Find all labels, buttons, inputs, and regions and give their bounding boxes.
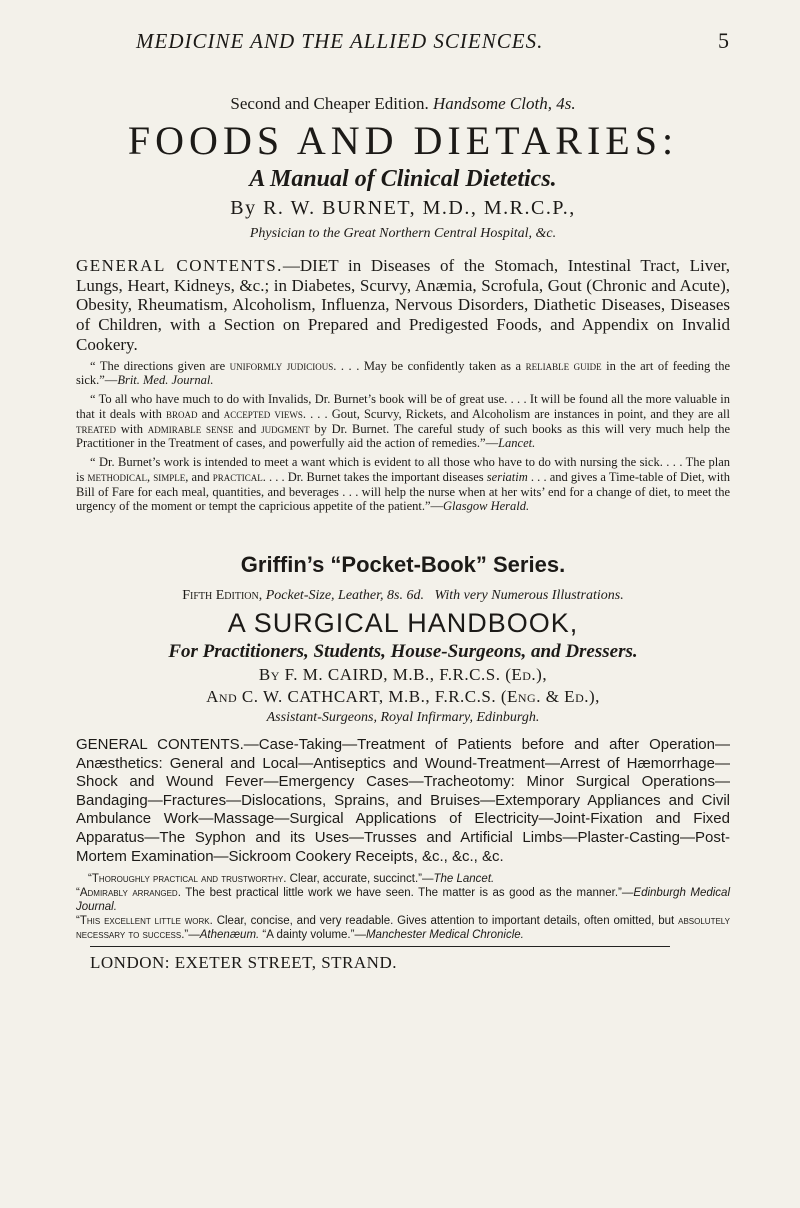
- book2-author-2: And C. W. CATHCART, M.B., F.R.C.S. (Eng. & Ed.),: [206, 687, 600, 707]
- book1-subtitle: A Manual of Clinical Dietetics.: [249, 166, 557, 192]
- review-emphasis: methodical, simple: [87, 469, 186, 484]
- review-emphasis: “Thoroughly practical and trustworthy: [88, 873, 284, 886]
- review-text: . . . and gives a Time-table of Diet, with Bill of Fare for each meal, quantities, and beverages . . . will help the nurse when at her wits’ end for a change of diet, to meet the urgency of the moment or tempt the capricious appetite of the patient.”—: [76, 469, 730, 514]
- review-source: Lancet.: [498, 436, 536, 451]
- review-text: by Dr. Burnet. The careful study of such books as this will very much help the Practitioner in the Treatment of cases, and powerfully aid the action of remedies.”—: [76, 421, 730, 451]
- review-emphasis: treated: [76, 421, 116, 436]
- review-text: . . . . May be confidently taken as a: [333, 358, 526, 373]
- review-text: and: [233, 421, 262, 436]
- review-emphasis: broad: [165, 406, 198, 421]
- book2-illustrations: With very Numerous Illustrations.: [434, 588, 624, 604]
- review-emphasis: seriatim: [486, 469, 528, 484]
- book1-price: Handsome Cloth, 4s.: [432, 94, 576, 113]
- review-source: Edinburgh Medical Journal.: [76, 887, 730, 914]
- review-emphasis: “This excellent little work: [76, 915, 210, 928]
- review-text: in the art of feeding the sick.”—: [76, 358, 731, 388]
- book2-price: Pocket-Size, Leather, 8s. 6d.: [265, 588, 424, 604]
- review-text: . Clear, accurate, succinct.”—: [283, 873, 434, 886]
- review-text: “ To all who have much to do with Invalids, Dr. Burnet’s book will be of great use. . . . It will be found all the more valuable in that it deals with: [76, 392, 730, 421]
- book1-review-3: [76, 455, 730, 514]
- review-text: “A dainty volume.”—: [262, 929, 366, 942]
- review-emphasis: accepted views: [223, 406, 303, 421]
- publisher-imprint: LONDON: EXETER STREET, STRAND.: [90, 946, 670, 973]
- review-emphasis: judgment: [261, 421, 310, 436]
- review-emphasis: reliable guide: [525, 358, 602, 373]
- review-source: The Lancet.: [433, 873, 495, 886]
- book1-review-1: [76, 359, 730, 389]
- review-source: Athenæum.: [199, 929, 260, 942]
- review-source: Glasgow Herald.: [443, 499, 530, 514]
- book2-edition-text: Fifth Edition,: [182, 588, 266, 604]
- book2-affiliation: Assistant-Surgeons, Royal Infirmary, Edinburgh.: [266, 710, 540, 726]
- review-text: “ The directions given are: [90, 358, 230, 373]
- page-number: 5: [718, 28, 730, 53]
- review-text: . The best practical little work we have seen. The matter is as good as the manner.”—: [177, 887, 634, 900]
- book2-contents-heading: GENERAL CONTENTS.: [76, 736, 244, 754]
- review-text: . . . . Gout, Scurvy, Rickets, and Alcoholism are instances in point, and they are all: [302, 406, 730, 421]
- book2-contents-body: —Case-Taking—Treatment of Patients before and after Operation—Anæsthetics: General and Local—Antiseptics and Wound-Treatment—Arrest of Hæmorrhage—Shock and Wound Fever—Emergency Cases—Tracheotomy: Minor Surgical Operations—Bandaging—Fractures—Dislocations, Sprains, and Bruises—Extemporary Appliances and Civil Ambulance Work—Massage—Surgical Applications of Electricity—Joint-Fixation and Fixed Apparatus—The Syphon and its Uses—Trusses and Artificial Limbs—Plaster-Casting—Post-Mortem Examination—Sickroom Cookery Receipts, &c., &c., &c.: [76, 736, 730, 865]
- review-text: .”—: [181, 929, 200, 942]
- review-text: with: [116, 421, 148, 436]
- book2-edition: [76, 588, 730, 604]
- book2-title: A SURGICAL HANDBOOK,: [227, 608, 579, 639]
- book2-contents: [76, 736, 730, 866]
- book1-edition: [76, 94, 730, 114]
- book1-contents: [76, 256, 730, 355]
- review-source: Brit. Med. Journal.: [117, 373, 214, 388]
- review-text: . . . . Dr. Burnet takes the important diseases: [262, 469, 487, 484]
- book1-title: FOODS AND DIETARIES:: [127, 118, 679, 163]
- review-emphasis: “Admirably arranged: [76, 887, 178, 900]
- review-text: “ Dr. Burnet’s work is intended to meet a want which is evident to all those who have to do with nursing the sick. . . . The plan is: [76, 455, 730, 484]
- book2-review-1: [76, 872, 730, 942]
- review-text: , and: [185, 469, 213, 484]
- book1-author: By R. W. BURNET, M.D., M.R.C.P.,: [230, 197, 576, 219]
- running-head-title: MEDICINE AND THE ALLIED SCIENCES.: [136, 29, 544, 53]
- review-emphasis: admirable sense: [147, 421, 234, 436]
- book1-contents-heading: GENERAL CONTENTS.: [76, 256, 283, 275]
- book1-contents-body: —DIET in Diseases of the Stomach, Intestinal Tract, Liver, Lungs, Heart, Kidneys, &c.; in Diabetes, Scurvy, Anæmia, Scrofula, Gout (Chronic and Acute), Obesity, Rheumatism, Alcoholism, Influenza, Nervous Disorders, Diathetic Diseases, Diseases of Children, with a Section on Prepared and Predigested Foods, and Appendix on Invalid Cookery.: [76, 256, 730, 354]
- book1-affiliation: Physician to the Great Northern Central Hospital, &c.: [249, 226, 557, 241]
- series-heading: Griffin’s “Pocket-Book” Series.: [240, 552, 566, 578]
- book1-edition-text: Second and Cheaper Edition.: [230, 94, 429, 113]
- review-emphasis: uniformly judicious: [229, 358, 334, 373]
- book1-review-2: [76, 392, 730, 451]
- review-source: Manchester Medical Chronicle.: [365, 929, 524, 942]
- review-emphasis: practical: [212, 469, 263, 484]
- review-text: and: [197, 406, 224, 421]
- running-head: [136, 28, 730, 54]
- book2-author-1: By F. M. CAIRD, M.B., F.R.C.S. (Ed.),: [258, 665, 548, 685]
- review-emphasis: absolutely necessary to success: [76, 915, 730, 942]
- book2-subtitle: For Practitioners, Students, House-Surgeons, and Dressers.: [168, 641, 638, 663]
- review-text: . Clear, concise, and very readable. Gives attention to important details, often omitted, but: [209, 915, 679, 928]
